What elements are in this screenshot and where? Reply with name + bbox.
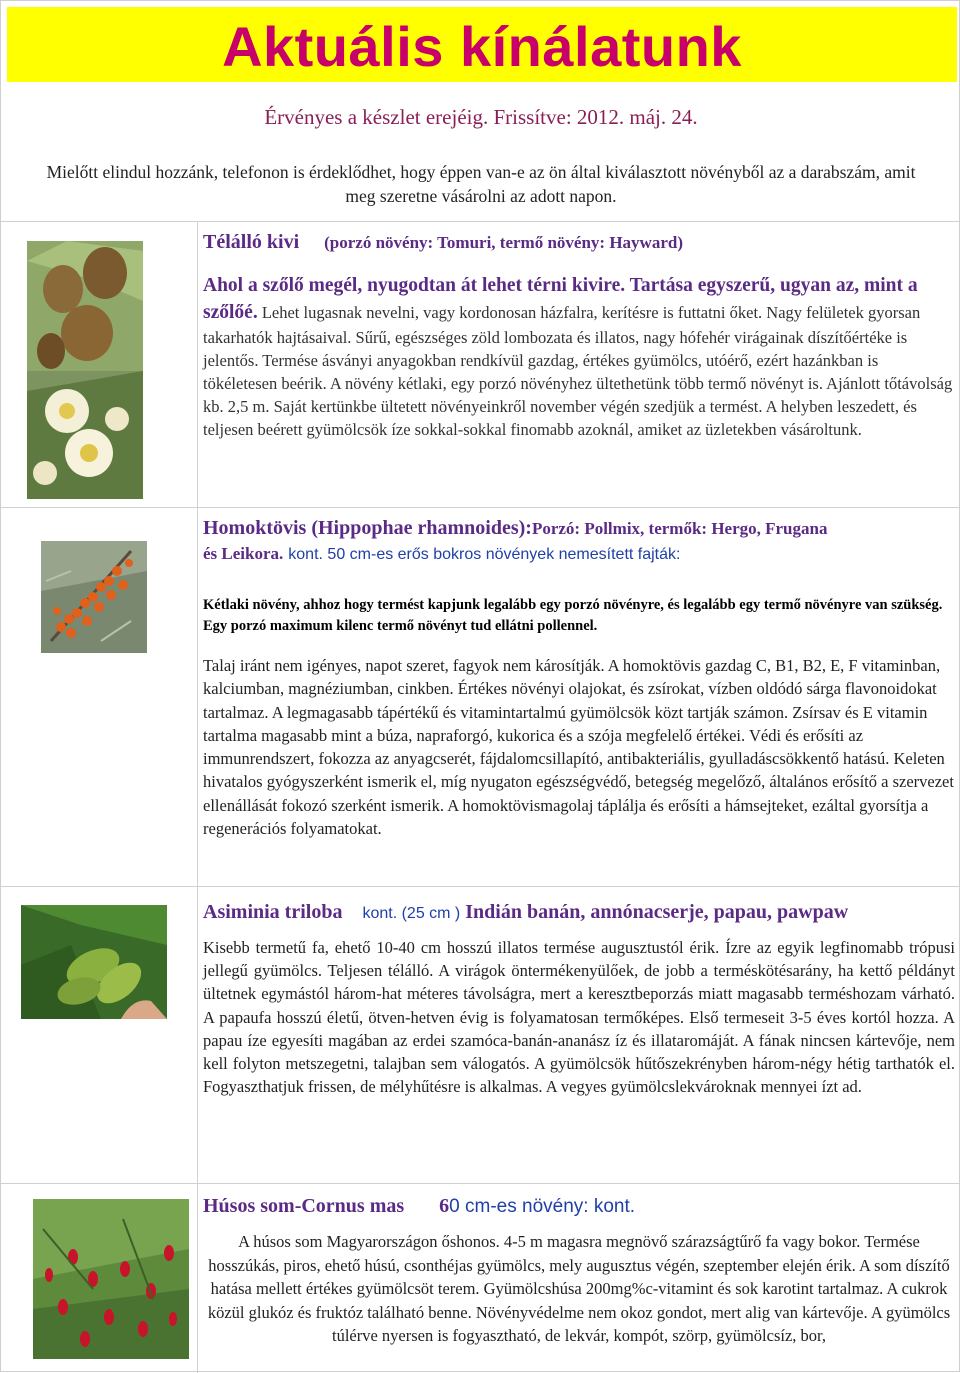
pawpaw-photo	[21, 905, 167, 1019]
table-divider	[1, 1183, 960, 1184]
asiminia-title: Asiminia triloba	[203, 901, 343, 923]
kivi-description: Lehet lugasnak nevelni, vagy kordonosan házfalra, kerítésre is futtatni őket. Nagy felületek gyorsan takarhatók hajtásaival. Sűrű, egészséges zöld lombozata és illatos, nagy hófehér virágainak díszítőértéke is jelentős. Termése ásványi anyagokban rendkívül gazdag, értékes gyümölcs, utóérő, ezért hazánkban is tökéletesen beérik. A növény kétlaki, egy porzó növényhez ültethetünk több termő növényt is. Ajánlott tőtávolság kb. 2,5 m. Saját kertünkbe ültetett növényeinkről november végén szedjük a termést. A helyben leszedett, és teljesen beérett gyümölcsök íze sokkal-sokkal finomabb azoknál, amiket az üzletekben vásároltunk.	[203, 303, 953, 439]
table-divider	[1, 221, 960, 222]
asiminia-description: Kisebb termetű fa, ehető 10-40 cm hosszú illatos termése augusztustól érik. Ízre az egyik legfinomabb trópusi jellegű gyümölcs. Teljesen télálló. A virágok öntermékenyülőek, de jobb a terméskötésarány, ha kettő példányt ültetnek egymástól három-hat méteres távolságra, mert a keresztbeporzás miatt magasabb terméshozam várható. A papaufa hosszú életű, ötven-hetven évig is folyamatosan termőképes. Első termeseit 3-5 éves kortól hozza. A papau íze egyesíti magában az erdei szamóca-banán-ananász íz és illataromáját. A fának nincsen kártevője, nem kell folyton metszegetni, talajban sem válogatós. A gyümölcsök hűtőszekrényben három-négy hétig tarthatók el. Fogyaszthatjuk frissen, de mélyhűtésre is alkalmas. A vegyes gyümölcslekvároknak mennyei ízt ad.	[203, 938, 955, 1097]
homoktovis-varieties-cont: és Leikora.	[203, 544, 284, 563]
asiminia-offer: kont. (25 cm )	[362, 905, 461, 922]
som-offer: 0 cm-es növény: kont.	[449, 1196, 636, 1217]
kivi-pollinators: (porzó növény: Tomuri, termő növény: Hayward)	[324, 233, 683, 252]
sea-buckthorn-photo	[41, 541, 147, 653]
kiwi-photo	[27, 241, 143, 499]
column-divider	[197, 221, 198, 1373]
homoktovis-varieties: Porzó: Pollmix, termők: Hergo, Frugana	[531, 519, 828, 538]
title-banner	[7, 7, 957, 82]
asiminia-section	[203, 898, 955, 1098]
kivi-section	[203, 230, 955, 441]
homoktovis-warning: Kétlaki növény, ahhoz hogy termést kapjunk legalább egy porzó növényre, és legalább egy termő növényre van szükség. Egy porzó maximum kilenc termő növényt tud ellátni pollennel.	[203, 597, 943, 634]
phone-notice: Mielőtt elindul hozzánk, telefonon is érdeklődhet, hogy éppen van-e az ön által kiválasztott növényből az a darabszám, amit meg szeretne vásárolni az adott napon.	[46, 162, 916, 206]
som-size-digit: 6	[439, 1195, 450, 1217]
som-title: Húsos som-Cornus mas	[203, 1195, 405, 1217]
asiminia-common-names: Indián banán, annónacserje, papau, pawpaw	[465, 901, 849, 923]
som-description: A húsos som Magyarországon őshonos. 4-5 m magasra megnövő szárazságtűrő fa vagy bokor. Termése hosszúkás, piros, ehető húsú, csonthéjas gyümölcs, mely augusztus végén, szeptember elején érik. A som díszítő hatása mellett értékes gyümölcsöt terem. Gyümölcshúsa 200mg%c-vitamint és sok karotint tartalmaz. A cukrok közül glukóz és fruktóz található benne. Növényvédelme nem okoz gondot, mert alig van kártevője. A gyümölcs túlérve nyersen is fogyasztható, de lekvár, kompót, szörp, gyümölcsíz, bor,	[207, 1232, 951, 1346]
kivi-lead: Ahol a szőlő megél, nyugodtan át lehet térni kivire. Tartása egyszerű, ugyan az, mint a szőlőé.	[203, 275, 918, 323]
homoktovis-description: Talaj iránt nem igényes, napot szeret, fagyok nem károsítják. A homoktövis gazdag C, B1, B2, E, F vitaminban, kalciumban, magnéziumban, cinkben. Értékes növényi olajokat, és zsírokat, vízben oldódó sárga flavonoidokat tartalmaz. A legmagasabb tápértékű és vitamintartalmú gyümölcsök közt tartják számon. Zsírsav és E vitamin tartalma magasabb mint a búza, napraforgó, kukorica és a szója megfelelő értékei. Védi és erősíti az immunrendszert, fokozza az anyagcserét, fájdalomcsillapító, antibakteriális, gyulladáscsökkentő hatású. Keleten hivatalos gyógyszerként ismerik el, míg nyugaton egészségvédő, betegség megelőző, általános erősítő a szervezet ellenállását fokozó szerként ismerik. A homoktövismagolaj táplálja és erősíti a hámsejteket, ezáltal gyorsítja a regenerációs folyamatokat.	[203, 656, 954, 839]
homoktovis-section	[203, 516, 955, 840]
page-title: Aktuális kínálatunk	[222, 15, 742, 78]
som-section	[203, 1193, 955, 1348]
cornelian-cherry-photo	[33, 1199, 189, 1359]
kivi-title: Télálló kivi	[203, 231, 300, 253]
homoktovis-offer: kont. 50 cm-es erős bokros növények nemesített fajták:	[288, 546, 681, 563]
table-divider	[1, 886, 960, 887]
homoktovis-title: Homoktövis (Hippophae rhamnoides):	[203, 517, 532, 539]
validity-note: Érvényes a készlet erejéig. Frissítve: 2012. máj. 24.	[264, 105, 698, 129]
table-divider	[1, 507, 960, 508]
